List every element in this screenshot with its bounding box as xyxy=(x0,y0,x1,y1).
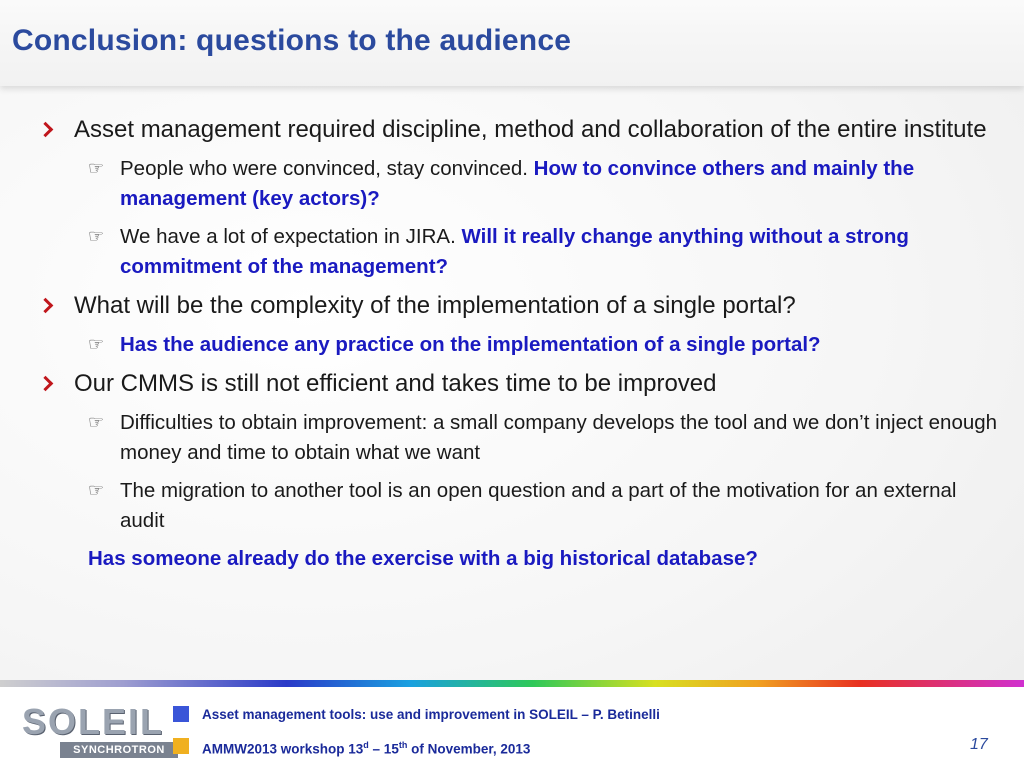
pointing-hand-icon: ☞ xyxy=(88,226,105,247)
page-number: 17 xyxy=(970,736,988,753)
pointing-hand-icon: ☞ xyxy=(88,158,105,179)
sub-bullet-3-1 xyxy=(88,408,998,468)
sub-bullet-text: People who were convinced, stay convinced. xyxy=(120,157,534,180)
bullet-2 xyxy=(38,290,998,322)
sub-bullet-3-2 xyxy=(88,476,998,536)
bullet-text: Asset management required discipline, method and collaboration of the entire institute xyxy=(74,116,987,143)
footer-rainbow-bar xyxy=(0,680,1024,687)
sub-bullet-2-1 xyxy=(88,330,998,360)
sub-bullet-1-2 xyxy=(88,222,998,282)
logo-main-text: SOLEIL xyxy=(22,701,165,742)
soleil-logo xyxy=(22,701,178,758)
chevron-right-icon xyxy=(38,298,54,314)
footer-talk-title: Asset management tools: use and improvement in SOLEIL – P. Betinelli xyxy=(202,707,660,722)
gold-square-icon xyxy=(173,738,189,754)
slide-body xyxy=(38,114,998,574)
date-range-separator: – 15 xyxy=(368,741,399,757)
logo-sub-text: SYNCHROTRON xyxy=(60,742,178,758)
bullet-3 xyxy=(38,368,998,400)
sub-bullet-question: Has the audience any practice on the implementation of a single portal? xyxy=(120,333,821,356)
slide-header xyxy=(0,0,1024,86)
pointing-hand-icon: ☞ xyxy=(88,412,105,433)
slide-title: Conclusion: questions to the audience xyxy=(12,24,572,57)
bullet-text: Our CMMS is still not efficient and takes time to be improved xyxy=(74,370,717,397)
date-suffix-1: d xyxy=(363,740,369,750)
sub-bullet-text: The migration to another tool is an open question and a part of the motivation for an external audit xyxy=(120,479,957,532)
sub-bullet-1-1 xyxy=(88,154,998,214)
chevron-right-icon xyxy=(38,122,54,138)
sub-bullet-question: Will it really change anything without a strong commitment of the management? xyxy=(120,225,909,278)
bullet-text: What will be the complexity of the implementation of a single portal? xyxy=(74,292,796,319)
sub-bullet-question: How to convince others and mainly the management (key actors)? xyxy=(120,157,915,210)
date-suffix-2: th xyxy=(398,740,408,750)
chevron-right-icon xyxy=(38,376,54,392)
workshop-name-date: AMMW2013 workshop 13 xyxy=(202,741,364,757)
sub-bullet-text: We have a lot of expectation in JIRA. xyxy=(120,225,462,248)
bullet-1 xyxy=(38,114,998,146)
closing-question: Has someone already do the exercise with a big historical database? xyxy=(88,547,758,570)
month-year: of November, 2013 xyxy=(407,741,531,757)
sub-bullet-text: Difficulties to obtain improvement: a small company develops the tool and we don’t inject enough money and time to obtain what we want xyxy=(120,411,998,464)
footer-workshop-info xyxy=(202,740,530,757)
blue-square-icon xyxy=(173,706,189,722)
pointing-hand-icon: ☞ xyxy=(88,480,105,501)
pointing-hand-icon: ☞ xyxy=(88,334,105,355)
